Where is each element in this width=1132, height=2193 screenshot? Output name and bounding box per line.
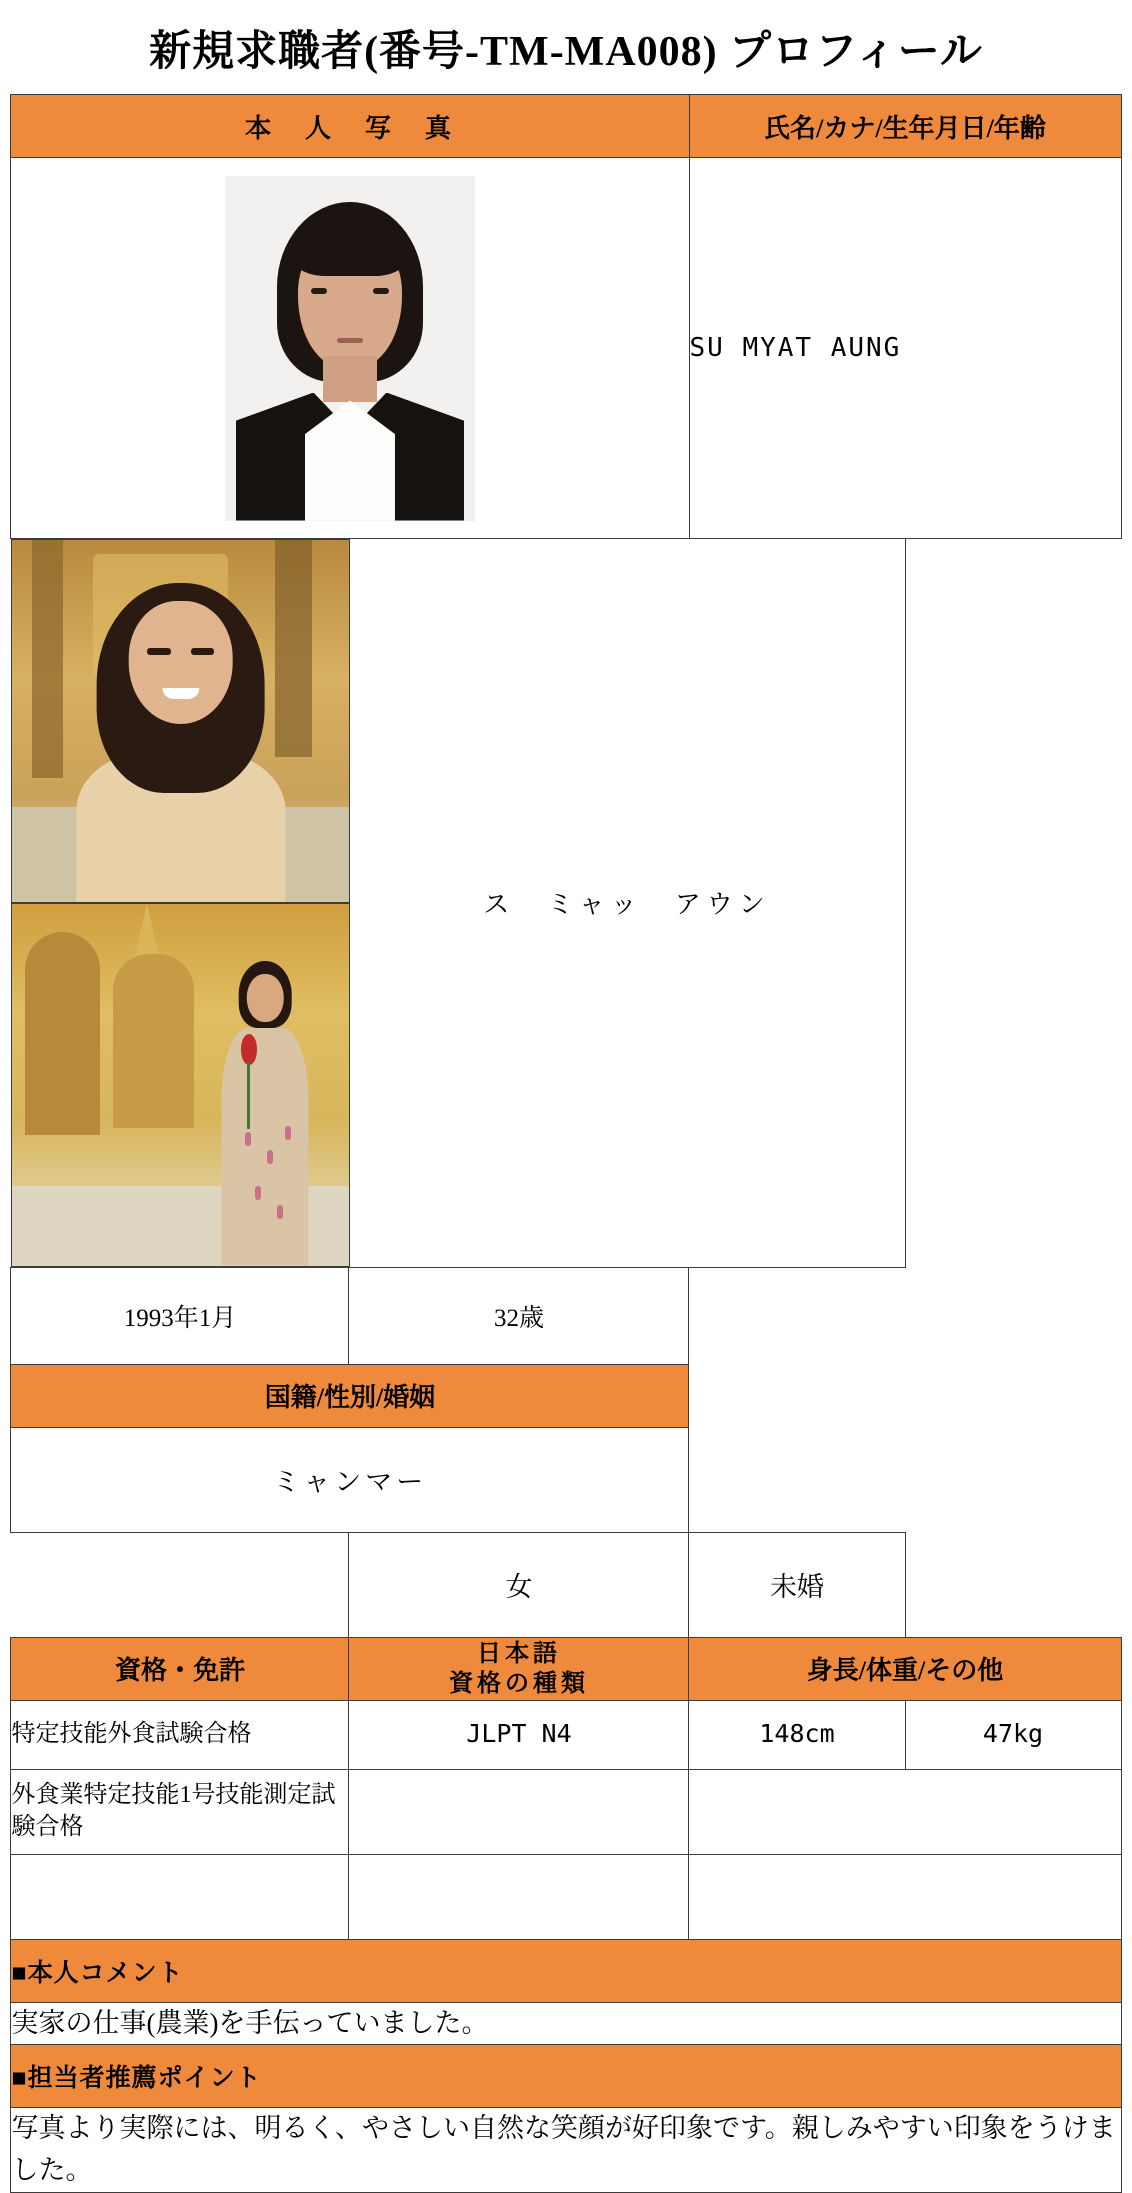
table-row xyxy=(11,1939,1121,2002)
japanese-header-line1: 日本語 xyxy=(476,1640,561,1667)
body-extra xyxy=(689,1769,1121,1854)
qualification-japanese: JLPT N4 xyxy=(349,1700,689,1769)
table-row xyxy=(11,2002,1121,2045)
temple-photo-seated xyxy=(11,539,351,903)
photo-header: 本 人 写 真 xyxy=(11,95,689,158)
name-romaji: SU MYAT AUNG xyxy=(689,158,1121,539)
qualification-japanese xyxy=(349,1769,689,1854)
table-row xyxy=(11,539,1121,1268)
body-extra xyxy=(689,1854,1121,1939)
age: 32歳 xyxy=(349,1267,689,1364)
table-row xyxy=(11,1700,1121,1769)
portrait-photo xyxy=(225,176,475,521)
recommend-title: ■担当者推薦ポイント xyxy=(11,2045,1121,2108)
main-photo-cell xyxy=(11,158,689,539)
recommend-text: 写真より実際には、明るく、やさしい自然な笑顔が好印象です。親しみやすい印象をうけました。 xyxy=(11,2108,1121,2193)
weight-value: 47kg xyxy=(905,1700,1121,1769)
table-row xyxy=(11,2108,1121,2193)
name-block-header: 氏名/カナ/生年月日/年齢 xyxy=(689,95,1121,158)
qualification-japanese xyxy=(349,1854,689,1939)
nationality: ミャンマー xyxy=(11,1427,689,1532)
profile-table xyxy=(10,94,1121,539)
height-value: 148cm xyxy=(689,1700,905,1769)
qualification-license: 特定技能外食試験合格 xyxy=(11,1700,349,1769)
japanese-header-line2: 資格の種類 xyxy=(448,1670,589,1697)
birth-date: 1993年1月 xyxy=(11,1267,349,1364)
table-row xyxy=(11,1427,1121,1532)
self-comment-title: ■本人コメント xyxy=(11,1939,1121,2002)
marital-status: 未婚 xyxy=(689,1532,905,1637)
table-row xyxy=(11,1854,1121,1939)
page-title: 新規求職者(番号-TM-MA008) プロフィール xyxy=(149,29,983,75)
temple-photo-standing xyxy=(11,903,351,1267)
name-kana: ス ミャッ アウン xyxy=(349,539,905,1268)
gender: 女 xyxy=(349,1532,689,1637)
table-row xyxy=(11,158,1121,539)
profile-table-lower xyxy=(10,538,1121,2193)
japanese-header xyxy=(349,1637,689,1700)
table-row xyxy=(11,95,1121,158)
table-row xyxy=(11,1532,1121,1637)
qualification-header: 資格・免許 xyxy=(11,1637,349,1700)
self-comment-text: 実家の仕事(農業)を手伝っていました。 xyxy=(11,2002,1121,2045)
table-row xyxy=(11,1267,1121,1364)
table-row xyxy=(11,1364,1121,1427)
table-row xyxy=(11,1637,1121,1700)
qualification-license xyxy=(11,1854,349,1939)
table-row xyxy=(11,2045,1121,2108)
nationality-block-header: 国籍/性別/婚姻 xyxy=(11,1364,689,1427)
body-block-header: 身長/体重/その他 xyxy=(689,1637,1121,1700)
qualification-license: 外食業特定技能1号技能測定試験合格 xyxy=(11,1769,349,1854)
table-row xyxy=(11,1769,1121,1854)
